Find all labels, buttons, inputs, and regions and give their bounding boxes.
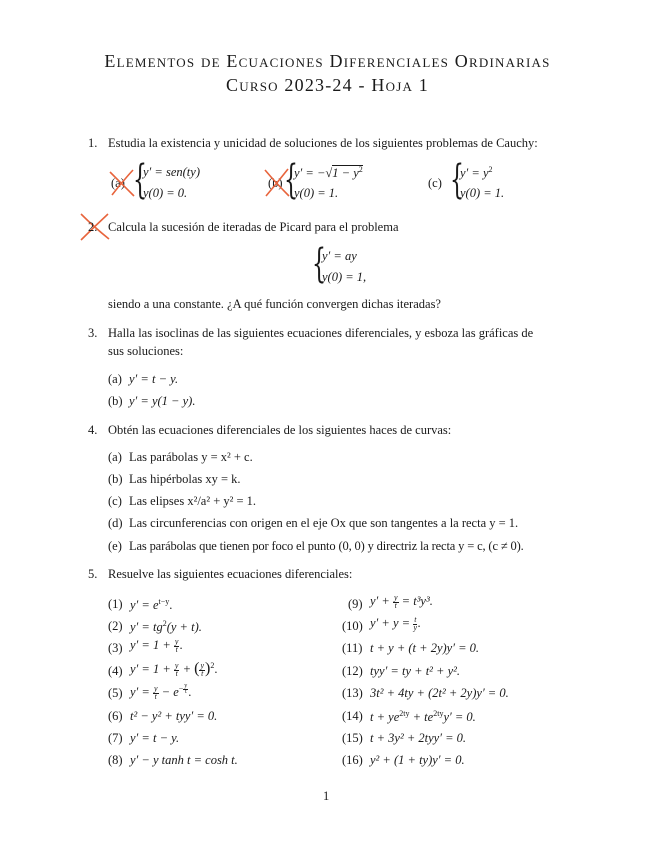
p1c-eq1: $y' = y^2$ [460, 165, 493, 180]
p1b-eq2: y(0) = 1. [294, 186, 339, 200]
p5-label-1: (1) [108, 597, 123, 611]
p5-eq-2-rest: (y + t). [166, 620, 202, 634]
p5-eq-9: y′ + y t = t³y³. [370, 593, 433, 611]
p3-number: 3. [88, 326, 98, 340]
p5-eq-9-rest: = t³y³. [401, 594, 433, 608]
p5-eq-1-base: y′ = e [130, 598, 159, 612]
p4-item-c: Las elipses x²/a² + y² = 1. [129, 494, 257, 508]
p3-item-b: y′ = y(1 − y). [129, 394, 196, 408]
p3-line2: sus soluciones: [108, 344, 184, 358]
p5-label-11: (11) [342, 641, 363, 655]
p5-eq-2-base: y′ = tg [130, 620, 163, 634]
p5-eq-12: tyy′ = ty + t² + y². [370, 664, 461, 678]
p5-eq-4: y′ = 1 + y t + (y t )$^2$. [130, 660, 218, 679]
p3-item-b-label: (b) [108, 394, 123, 408]
p5-eq-14-b: + te [409, 710, 434, 724]
p4-item-d: Las circunferencias con origen en el eje Ox que son tangentes a la recta y = 1. [129, 516, 519, 530]
p5-eq-4-base: y′ = 1 + [130, 662, 171, 676]
p5-eq-7: y′ = t − y. [130, 731, 180, 745]
cross-mark-1a [108, 166, 136, 198]
p5-label-3: (3) [108, 641, 123, 655]
p5-eq-1-exp: t−y [158, 597, 170, 606]
p5-eq-6: t² − y² + tyy′ = 0. [130, 709, 218, 723]
p5-label-15: (15) [342, 731, 363, 745]
p1a-brace: { [133, 157, 147, 203]
p5-eq-13: 3t² + 4ty + (2t² + 2y)y′ = 0. [370, 686, 509, 700]
p2-number: 2. [88, 220, 98, 234]
p5-label-10: (10) [342, 619, 363, 633]
p5-eq-11: t + y + (t + 2y)y′ = 0. [370, 641, 480, 655]
p3-line1: Halla las isoclinas de las siguientes ecuaciones diferenciales, y esboza las gráficas de [108, 326, 534, 340]
p1-text: Estudia la existencia y unicidad de soluciones de los siguientes problemas de Cauchy: [108, 136, 538, 150]
p5-eq-10-base: y′ + y = [370, 616, 411, 630]
p2-after: siendo a una constante. ¿A qué función convergen dichas iteradas? [108, 297, 441, 311]
p2-eq1: y′ = ay [322, 249, 357, 263]
p5-eq-10: y′ + y = t y. [370, 615, 421, 633]
p1c-label: (c) [428, 176, 442, 190]
p1b-brace: { [284, 157, 298, 203]
p5-eq-2: $y' = tg^2(y + t)$. [130, 619, 202, 634]
p4-item-c-label: (c) [108, 494, 122, 508]
p3-item-a-label: (a) [108, 372, 122, 386]
p5-eq-9-base: y′ + [370, 594, 390, 608]
p5-label-2: (2) [108, 619, 123, 633]
p1c-eq2: y(0) = 1. [460, 186, 505, 200]
p5-eq-15: t + 3y² + 2tyy′ = 0. [370, 731, 467, 745]
p1-number: 1. [88, 136, 98, 150]
p1b-eq1-radicand: 1 − y [332, 166, 359, 180]
title-line-1: Elementos de Ecuaciones Diferenciales Ordinarias [104, 51, 551, 71]
p5-eq-3-base: y′ = 1 + [130, 638, 171, 652]
p5-label-8: (8) [108, 753, 123, 767]
p5-text: Resuelve las siguientes ecuaciones diferenciales: [108, 567, 353, 581]
p1a-eq2: y(0) = 0. [143, 186, 188, 200]
p2-brace: { [312, 241, 326, 287]
p4-item-a-label: (a) [108, 450, 122, 464]
p5-label-4: (4) [108, 664, 123, 678]
p4-item-b-label: (b) [108, 472, 123, 486]
p5-eq-14-c: y′ = 0. [443, 710, 476, 724]
p5-label-16: (16) [342, 753, 363, 767]
p5-eq-5-base: y′ = [130, 684, 150, 699]
p5-label-7: (7) [108, 731, 123, 745]
p4-item-d-label: (d) [108, 516, 123, 530]
p5-label-5: (5) [108, 686, 123, 700]
p1b-eq1-lhs: y′ = − [294, 166, 326, 180]
p4-item-b: Las hipérbolas xy = k. [129, 472, 241, 486]
p5-label-6: (6) [108, 709, 123, 723]
p5-eq-8: y′ − y tanh t = cosh t. [130, 753, 238, 767]
p5-eq-14: $t + ye^{2ty} + te^{2ty}y' = 0$. [370, 709, 476, 724]
p5-eq-1: $y' = e^{t-y}$. [130, 597, 173, 612]
p2-text: Calcula la sucesión de iteradas de Picard para el problema [108, 220, 399, 234]
p5-number: 5. [88, 567, 98, 581]
p5-eq-14-a: t + ye [370, 710, 400, 724]
p2-eq2: y(0) = 1, [322, 270, 367, 284]
p1b-label: (b) [268, 176, 283, 190]
p1b-eq1: $y' = -√1 - y^2$ [294, 165, 363, 180]
p5-eq-5: y′ = y $t - e^{-y t}$ . [130, 683, 192, 701]
p1a-label: (a) [111, 176, 125, 190]
cross-mark-1b [262, 166, 292, 198]
p4-text: Obtén las ecuaciones diferenciales de los siguientes haces de curvas: [108, 423, 452, 437]
title-line-2: Curso 2023-24 - Hoja 1 [226, 75, 429, 95]
p1a-eq1: y′ = sen(ty) [143, 165, 200, 179]
p5-label-14: (14) [342, 709, 363, 723]
p4-item-e: Las parábolas que tienen por foco el punto (0, 0) y directriz la recta y = c, (c ≠ 0). [129, 539, 524, 553]
p3-item-a: y′ = t − y. [129, 372, 179, 386]
page-number: 1 [323, 789, 330, 803]
p4-number: 4. [88, 423, 98, 437]
p5-label-13: (13) [342, 686, 363, 700]
p1c-eq1-text: y′ = y [460, 166, 489, 180]
p4-item-a: Las parábolas y = x² + c. [129, 450, 253, 464]
p5-eq-16: y² + (1 + ty)y′ = 0. [370, 753, 465, 767]
p5-eq-14-exp1: 2ty [399, 709, 410, 718]
p5-eq-3: y′ = 1 + y t . [130, 637, 183, 655]
p1c-brace: { [450, 157, 464, 203]
p4-item-e-label: (e) [108, 539, 122, 553]
p5-label-9: (9) [348, 597, 363, 611]
p5-label-12: (12) [342, 664, 363, 678]
